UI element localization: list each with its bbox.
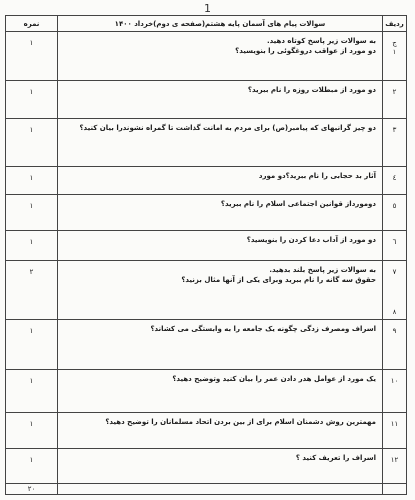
row-number (383, 230, 407, 260)
table-row (6, 449, 407, 483)
question-text (58, 260, 383, 319)
row-number-label: ٤ (392, 173, 397, 182)
table-row (6, 119, 407, 167)
question-line: دو مورد از عواقب دروغگوئی را بنویسید؟ (235, 47, 376, 55)
total-row-blank (58, 483, 383, 494)
question-line: دو مورد از آداب دعا کردن را بنویسید؟ (246, 235, 376, 244)
header-row-label: ردیف (383, 16, 407, 32)
row-sub-number: ٨ (392, 307, 397, 316)
question-text (58, 166, 383, 194)
question-line: به سوالات زیر پاسخ کوتاه دهید. (266, 37, 376, 45)
row-number (383, 119, 407, 167)
page-number: 1 (204, 2, 211, 15)
row-number-label: ٩ (392, 326, 397, 335)
question-line: دو مورد از مبطلات روزه را نام ببرید؟ (247, 85, 376, 94)
question-line: به سوالات زیر پاسخ بلند بدهید. (269, 265, 376, 274)
question-line: اسراف ومصرف زدگی چگونه یک جامعه را به وابستگی می کشاند؟ (150, 324, 376, 333)
question-line: آثار بد حجابی را نام ببرید؟دو مورد (258, 171, 376, 180)
table-row (6, 195, 407, 230)
question-line: دومورداز قوانین اجتماعی اسلام را نام ببرید؟ (220, 200, 376, 209)
question-text (58, 195, 383, 230)
header-score-label: نمره (6, 16, 58, 32)
table-row (6, 319, 407, 370)
question-score: ۱ (6, 80, 58, 118)
question-score: ۱ (6, 230, 58, 260)
row-number (383, 449, 407, 483)
question-score: ۱ (6, 449, 58, 483)
question-text (58, 119, 383, 167)
question-text (58, 449, 383, 483)
row-number (383, 166, 407, 194)
table-row (6, 80, 407, 118)
row-number-label: ۲ (392, 87, 397, 96)
table-row (6, 412, 407, 448)
row-number (383, 80, 407, 118)
question-text (58, 230, 383, 260)
row-number (383, 319, 407, 370)
question-score: ۱ (6, 166, 58, 194)
row-number-label: ۳ (392, 126, 397, 135)
row-sub-number: ۱ (392, 48, 397, 56)
question-text (58, 370, 383, 413)
row-number-label: ٦ (392, 237, 397, 246)
table-row (6, 370, 407, 413)
row-number (383, 32, 407, 81)
question-score: ۱ (6, 370, 58, 413)
table-row (6, 166, 407, 194)
question-line: دو چیز گرانبهای که پیامبر(ص) برای مردم به امانت گذاشت تا گمراه نشوندرا بیان کنید؟ (79, 124, 376, 133)
row-number-label: ۱۰ (390, 377, 399, 386)
question-score: ۱ (6, 119, 58, 167)
total-row (6, 483, 407, 494)
row-number (383, 195, 407, 230)
question-text (58, 32, 383, 81)
question-score: ۱ (6, 195, 58, 230)
total-row-blank (383, 483, 407, 494)
question-score: ۲ (6, 260, 58, 319)
row-number-label: ٥ (392, 202, 397, 211)
question-line: اسراف را تعریف کنید ؟ (295, 454, 376, 463)
total-score: ۲۰ (6, 483, 58, 494)
row-number-label: ۱۲ (390, 456, 399, 465)
header-title: سوالات پیام های آسمان پایه هشتم(صفحه ی دوم)خرداد ۱۴۰۰ (58, 16, 383, 32)
row-number-label: ۱۱ (390, 419, 399, 428)
question-text (58, 319, 383, 370)
question-line: مهمترین روش دشمنان اسلام برای از بین بردن اتحاد مسلمانان را توضیح دهید؟ (105, 417, 376, 426)
row-number (383, 260, 407, 319)
row-number-label: ٧ (392, 267, 397, 276)
question-score: ۱ (6, 32, 58, 81)
table-row (6, 230, 407, 260)
question-line: یک مورد از عوامل هدر دادن عمر را بیان کنید وتوضیح دهید؟ (172, 375, 376, 384)
row-number-label: ج (392, 39, 397, 47)
row-number (383, 370, 407, 413)
question-text (58, 412, 383, 448)
table-row (6, 260, 407, 319)
exam-table (5, 15, 407, 495)
question-rows (6, 32, 407, 495)
row-number (383, 412, 407, 448)
question-text (58, 80, 383, 118)
question-score: ۱ (6, 412, 58, 448)
table-row (6, 32, 407, 81)
question-score: ۱ (6, 319, 58, 370)
question-line: حقوق سه گانه را نام ببرید وبرای یکی از آنها مثال بزنید؟ (181, 275, 376, 284)
